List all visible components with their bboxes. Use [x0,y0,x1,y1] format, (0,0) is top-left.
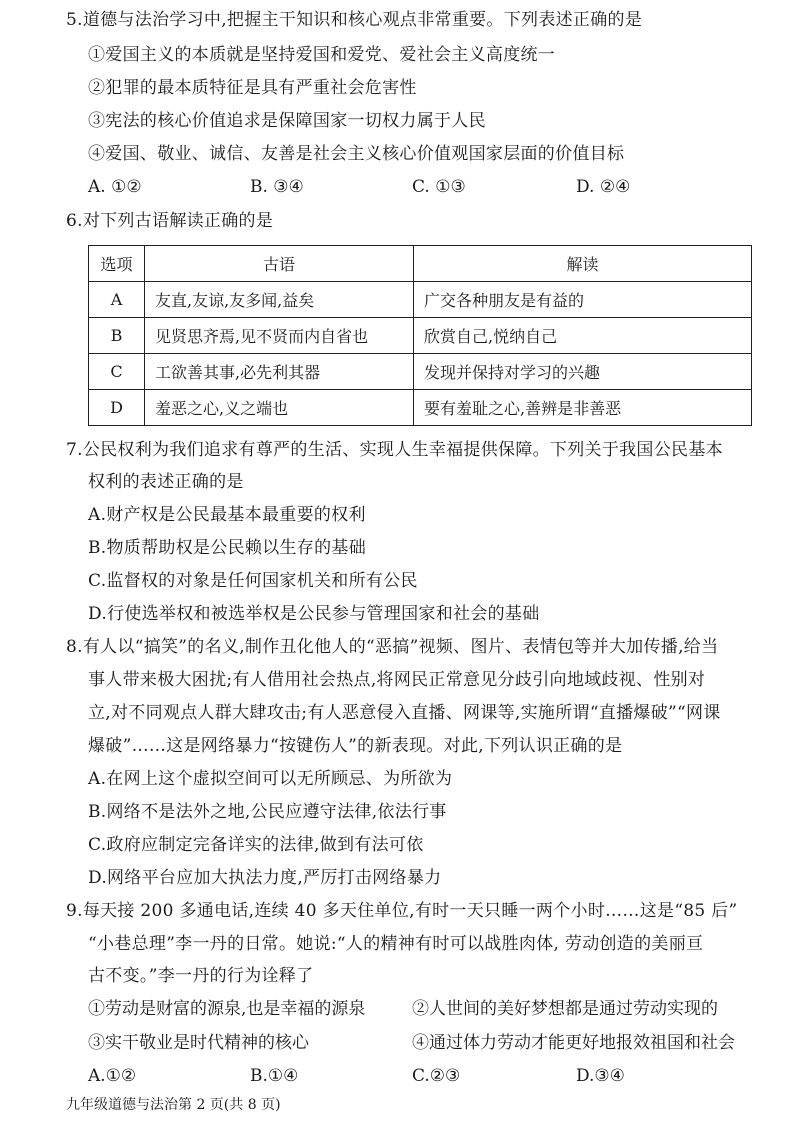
q9-stem-line-1: 9.每天接 200 多通电话,连续 40 多天住单位,有时一天只睡一两个小时……这是“85 后” [66,901,738,921]
q5-option-d: D. ②④ [576,177,631,197]
table-header-option: 选项 [89,246,145,282]
q8-stem-line-1: 8.有人以“搞笑”的名义,制作丑化他人的“恶搞”视频、图片、表情包等并大加传播,给当 [66,637,719,657]
q9-option-b: B.①④ [250,1066,299,1086]
q5-item-3: ③宪法的核心价值追求是保障国家一切权力属于人民 [88,111,486,131]
table-cell-option: B [89,318,145,354]
table-header-quote: 古语 [145,246,414,282]
table-header-interpretation: 解读 [414,246,752,282]
q5-item-1: ①爱国主义的本质就是坚持爱国和爱党、爱社会主义高度统一 [88,45,556,65]
table-row [89,318,752,354]
table-header-row [89,246,752,282]
q5-stem: 5.道德与法治学习中,把握主干知识和核心观点非常重要。下列表述正确的是 [66,10,643,30]
q9-stem-line-3: 古不变。”李一丹的行为诠释了 [88,966,314,986]
q9-option-a: A.①② [88,1066,137,1086]
table-cell-quote: 友直,友谅,友多闻,益矣 [145,282,414,318]
table-cell-option: A [89,282,145,318]
q7-stem-line-1: 7.公民权利为我们追求有尊严的生活、实现人生幸福提供保障。下列关于我国公民基本 [66,440,723,460]
q8-stem-line-2: 事人带来极大困扰;有人借用社会热点,将网民正常意见分歧引向地域歧视、性别对 [88,670,706,690]
q5-item-4: ④爱国、敬业、诚信、友善是社会主义核心价值观国家层面的价值目标 [88,144,625,164]
q7-option-c: C.监督权的对象是任何国家机关和所有公民 [88,571,418,591]
q8-option-c: C.政府应制定完备详实的法律,做到有法可依 [88,835,424,855]
q7-option-b: B.物质帮助权是公民赖以生存的基础 [88,538,366,558]
table-cell-interpretation: 欣赏自己,悦纳自己 [414,318,752,354]
q5-option-b: B. ③④ [250,177,304,197]
table-cell-option: C [89,354,145,390]
table-row [89,282,752,318]
q8-option-d: D.网络平台应加大执法力度,严厉打击网络暴力 [88,868,442,888]
table-cell-interpretation: 发现并保持对学习的兴趣 [414,354,752,390]
q7-option-a: A.财产权是公民最基本最重要的权利 [88,505,366,525]
q9-option-d: D.③④ [576,1066,625,1086]
q9-option-c: C.②③ [412,1066,461,1086]
q7-option-d: D.行使选举权和被选举权是公民参与管理国家和社会的基础 [88,604,540,624]
q9-item-3: ③实干敬业是时代精神的核心 [88,1033,309,1053]
table-cell-quote: 工欲善其事,必先利其器 [145,354,414,390]
q8-stem-line-3: 立,对不同观点人群大肆攻击;有人恶意侵入直播、网课等,实施所谓“直播爆破”“网课 [88,703,721,723]
page-footer: 九年级道德与法治第 2 页(共 8 页) [66,1097,281,1113]
q5-option-a: A. ①② [88,177,142,197]
q8-option-a: A.在网上这个虚拟空间可以无所顾忌、为所欲为 [88,769,453,789]
table-cell-interpretation: 要有羞耻之心,善辨是非善恶 [414,390,752,426]
table-row [89,354,752,390]
q9-item-1: ①劳动是财富的源泉,也是幸福的源泉 [88,999,366,1019]
table-cell-quote: 羞恶之心,义之端也 [145,390,414,426]
q6-table [88,245,752,426]
q9-item-2: ②人世间的美好梦想都是通过劳动实现的 [412,999,718,1019]
q8-option-b: B.网络不是法外之地,公民应遵守法律,依法行事 [88,802,447,822]
q5-item-2: ②犯罪的最本质特征是具有严重社会危害性 [88,78,417,98]
q5-option-c: C. ①③ [412,177,466,197]
q9-item-4: ④通过体力劳动才能更好地报效祖国和社会 [412,1033,735,1053]
q7-stem-line-2: 权利的表述正确的是 [88,472,244,492]
table-cell-interpretation: 广交各种朋友是有益的 [414,282,752,318]
table-cell-quote: 见贤思齐焉,见不贤而内自省也 [145,318,414,354]
table-row [89,390,752,426]
q9-stem-line-2: “小巷总理”李一丹的日常。她说:“人的精神有时可以战胜肉体, 劳动创造的美丽亘 [88,934,704,954]
table-cell-option: D [89,390,145,426]
q8-stem-line-4: 爆破”……这是网络暴力“按键伤人”的新表现。对此,下列认识正确的是 [88,736,623,756]
q6-stem: 6.对下列古语解读正确的是 [66,211,274,231]
